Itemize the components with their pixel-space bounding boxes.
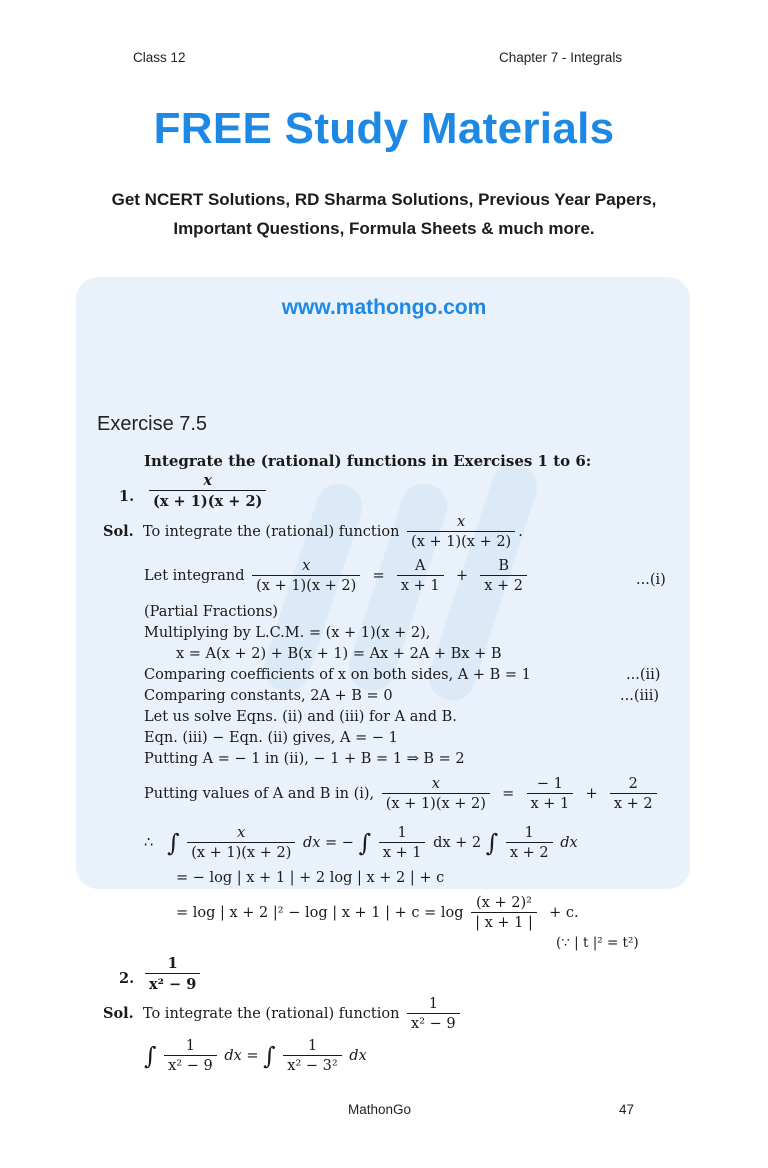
log-result-1: = − log | x + 1 | + 2 log | x + 2 | + c	[176, 870, 445, 886]
equation-label-ii: ...(ii)	[626, 667, 661, 683]
log-result-2: = log | x + 2 |² − log | x + 1 | + c = log $\frac{\text{(x + 2)²}}{| x + 1 |}$ + c.	[176, 895, 579, 931]
footer-brand: MathonGo	[348, 1102, 412, 1117]
page-number: 47	[619, 1102, 635, 1117]
equation-label-iii: ...(iii)	[620, 688, 660, 704]
integral-equation: ∴ ∫ $\frac{x}{(x + 1)(x + 2)}$ dx = − ∫ $\frac{1}{x + 1}$ dx + 2 ∫ $\frac{1}{x + 2}$ dx	[144, 825, 578, 861]
site-url-link[interactable]: www.mathongo.com	[281, 296, 487, 319]
banner-subtitle-line2: Important Questions, Formula Sheets & much more.	[173, 219, 595, 238]
header-chapter: Chapter 7 - Integrals	[499, 50, 623, 65]
step-substitute: Putting A = − 1 in (ii), − 1 + B = 1 ⇒ B = 2	[144, 751, 465, 767]
step-solve: Let us solve Eqns. (ii) and (iii) for A and B.	[144, 709, 457, 725]
question-1-expression: $\frac{x}{(x + 1)(x + 2)}$	[146, 472, 269, 510]
identity-note: (∵ | t |² = t²)	[556, 935, 639, 951]
banner-subtitle-line1: Get NCERT Solutions, RD Sharma Solutions, Previous Year Papers,	[111, 190, 657, 209]
equation-label-i: ...(i)	[636, 572, 666, 588]
solution-2-integral: ∫ $\frac{1}{\text{x² − 9}}$ dx = ∫ $\frac{1}{\text{x² − 3²}}$ dx	[144, 1038, 367, 1074]
step-put-values: Putting values of A and B in (i), $\frac{x}{(x + 1)(x + 2)}$ = $\frac{- 1}{x + 1}$ + $\frac{2}{x + 2}$	[144, 776, 660, 812]
solution-2-intro: Sol. To integrate the (rational) function $\frac{1}{\text{x² − 9}}$	[103, 996, 463, 1032]
exercise-title: Exercise 7.5	[97, 413, 208, 435]
banner-title: FREE Study Materials	[153, 104, 615, 153]
step-compare-coefficients: Comparing coefficients of x on both sides, A + B = 1	[144, 667, 531, 683]
step-subtract: Eqn. (iii) − Eqn. (ii) gives, A = − 1	[144, 730, 398, 746]
header-class: Class 12	[133, 50, 186, 65]
question-2-number: 2.	[119, 970, 135, 987]
exercise-instruction: Integrate the (rational) functions in Exercises 1 to 6:	[144, 452, 592, 470]
solution-1-intro: Sol. To integrate the (rational) function $\frac{x}{(x + 1)(x + 2)}$ .	[103, 514, 523, 550]
partial-fraction-setup: Let integrand $\frac{x}{(x + 1)(x + 2)}$ = $\frac{A}{x + 1}$ + $\frac{B}{x + 2}$	[144, 558, 530, 594]
question-1-number: 1.	[119, 488, 135, 505]
step-compare-constants: Comparing constants, 2A + B = 0	[144, 688, 393, 704]
step-expand: x = A(x + 2) + B(x + 1) = Ax + 2A + Bx + B	[176, 646, 502, 662]
question-2-expression: $\frac{1}{\text{x² − 9}}$	[142, 955, 203, 993]
step-partial-fractions: (Partial Fractions)	[144, 604, 279, 620]
step-lcm: Multiplying by L.C.M. = (x + 1)(x + 2),	[144, 625, 431, 641]
